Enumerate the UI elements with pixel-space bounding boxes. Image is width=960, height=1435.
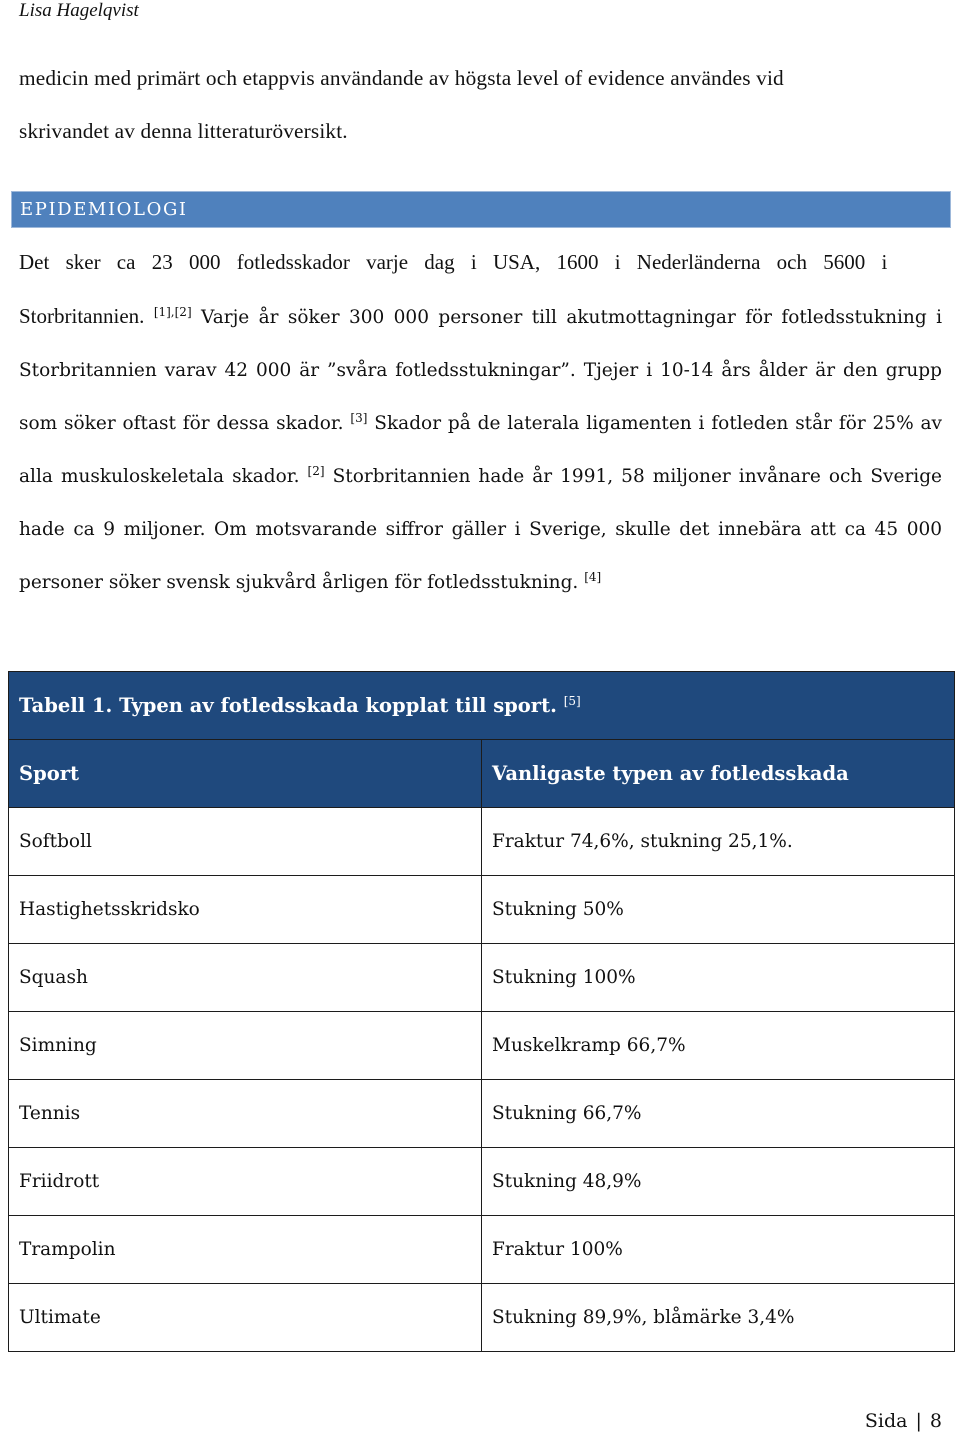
cell-sport: Squash — [9, 944, 482, 1012]
page-number-value: 8 — [929, 1410, 942, 1432]
cell-sport: Ultimate — [9, 1284, 482, 1352]
table-row — [9, 1012, 955, 1080]
epi-line-1: Det sker ca 23 000 fotledsskador varje dag i USA, 1600 i Nederländerna och 5600 i — [19, 250, 888, 274]
table-row — [9, 1216, 955, 1284]
cell-injury: Fraktur 100% — [482, 1216, 955, 1284]
cell-injury: Stukning 50% — [482, 876, 955, 944]
table-header-row — [9, 740, 955, 808]
epi-storbritannien: Storbritannien. — [19, 304, 145, 328]
section-heading: EPIDEMIOLOGI — [20, 199, 188, 220]
cell-injury: Fraktur 74,6%, stukning 25,1%. — [482, 808, 955, 876]
injury-sport-table — [8, 671, 955, 1352]
table-citation: [5] — [563, 694, 581, 708]
table-row — [9, 1148, 955, 1216]
page-number — [865, 1407, 942, 1435]
cell-injury: Muskelkramp 66,7% — [482, 1012, 955, 1080]
intro-line-2: skrivandet av denna litteraturöversikt. — [19, 119, 348, 143]
epi-text-population: Storbritannien hade år 1991, 58 miljoner invånare och Sverige hade ca 9 miljoner. Om motsvarande siffror gäller i Sverige, skulle det innebära att ca 45 000 personer söker svensk sjukvård årligen för fotledsstukning. — [19, 466, 942, 593]
cell-sport: Trampolin — [9, 1216, 482, 1284]
table-caption-row — [9, 672, 955, 740]
table-row — [9, 808, 955, 876]
cell-sport: Friidrott — [9, 1148, 482, 1216]
epidemiology-paragraph — [19, 236, 942, 609]
table-caption — [9, 672, 955, 740]
table-row — [9, 1080, 955, 1148]
citation-2: [2] — [307, 464, 325, 478]
table-row — [9, 944, 955, 1012]
citation-1-2: [1],[2] — [153, 305, 192, 319]
intro-line-1: medicin med primärt och etappvis användande av högsta level of evidence användes vid — [19, 66, 784, 90]
table-row — [9, 876, 955, 944]
cell-injury: Stukning 100% — [482, 944, 955, 1012]
cell-sport: Hastighetsskridsko — [9, 876, 482, 944]
header-injury-type: Vanligaste typen av fotledsskada — [482, 740, 955, 808]
cell-injury: Stukning 89,9%, blåmärke 3,4% — [482, 1284, 955, 1352]
table-row — [9, 1284, 955, 1352]
running-header-author: Lisa Hagelqvist — [19, 0, 139, 21]
intro-paragraph — [19, 52, 942, 158]
page-label: Sida — [864, 1410, 908, 1432]
cell-sport: Tennis — [9, 1080, 482, 1148]
cell-sport: Simning — [9, 1012, 482, 1080]
epi-text-ligaments: Skador på de laterala ligamenten i fotleden står för 25% av alla muskuloskeletala skador. — [19, 413, 943, 487]
page-separator: | — [915, 1410, 922, 1432]
citation-3: [3] — [350, 411, 368, 425]
header-sport: Sport — [9, 740, 482, 808]
epi-text-visits: Varje år söker 300 000 personer till akutmottagningar för fotledsstukning i Storbritannien varav 42 000 är ”svåra fotledsstukningar”. Tjejer i 10-14 års ålder är den grupp som söker oftast för dessa skador. — [19, 307, 942, 434]
citation-4: [4] — [584, 570, 602, 584]
cell-sport: Softboll — [9, 808, 482, 876]
cell-injury: Stukning 48,9% — [482, 1148, 955, 1216]
section-heading-bar — [11, 191, 951, 228]
cell-injury: Stukning 66,7% — [482, 1080, 955, 1148]
table-caption-text: Tabell 1. Typen av fotledsskada kopplat till sport. — [19, 694, 557, 717]
